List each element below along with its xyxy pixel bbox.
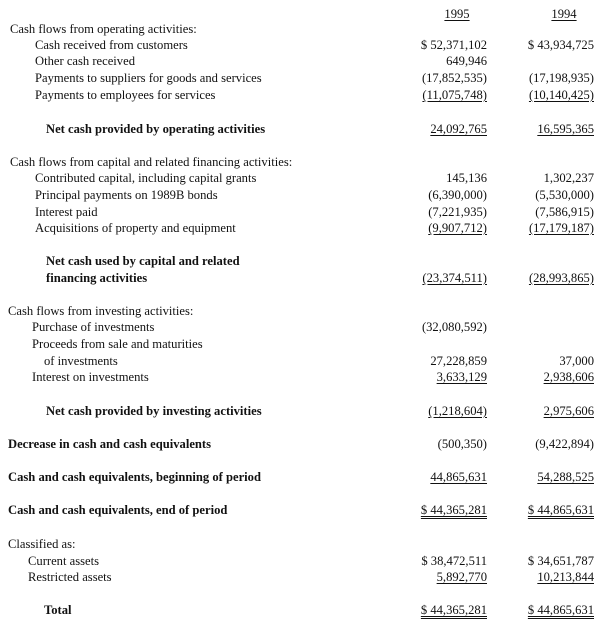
value-1995: (7,221,935) [428, 205, 487, 219]
row-label: Other cash received [35, 54, 135, 68]
decrease-label: Decrease in cash and cash equivalents [8, 437, 212, 451]
table-row [0, 70, 600, 87]
value-1995: 649,946 [446, 54, 487, 68]
row-label: Contributed capital, including capital grants [35, 171, 257, 185]
table-row [0, 569, 600, 586]
operating-net-row [0, 121, 600, 138]
row-label: Cash received from customers [35, 38, 188, 52]
header-1995: 1995 [444, 7, 470, 21]
value-1995: $ 52,371,102 [420, 38, 487, 52]
begin-row [0, 469, 600, 486]
investing-net-1995: (1,218,604) [428, 404, 487, 418]
operating-title: Cash flows from operating activities: [10, 22, 197, 36]
table-row [0, 553, 600, 570]
capital-net-label-1: Net cash used by capital and related [46, 254, 240, 268]
end-row [0, 502, 600, 519]
table-row [0, 319, 600, 336]
total-1995: $ 44,365,281 [420, 603, 487, 617]
value-1995: 145,136 [446, 171, 487, 185]
capital-title-row [0, 154, 600, 171]
row-label: Current assets [28, 554, 99, 568]
end-1994: $ 44,865,631 [527, 503, 594, 517]
table-row [0, 336, 600, 353]
value-1995: 27,228,859 [430, 354, 487, 368]
investing-net-label: Net cash provided by investing activities [46, 404, 262, 418]
total-row [0, 602, 600, 619]
value-1994: 37,000 [559, 354, 594, 368]
operating-net-1994: 16,595,365 [537, 122, 594, 136]
operating-title-row [0, 21, 600, 38]
decrease-row [0, 436, 600, 453]
decrease-1994: (9,422,894) [535, 437, 594, 451]
total-label: Total [44, 603, 72, 617]
row-label: Purchase of investments [32, 320, 155, 334]
value-1994: 1,302,237 [543, 171, 594, 185]
classified-title: Classified as: [8, 537, 76, 551]
row-label: Payments to suppliers for goods and services [35, 71, 262, 85]
capital-net-1995: (23,374,511) [422, 271, 487, 285]
investing-net-row [0, 403, 600, 420]
value-1994: 10,213,844 [537, 570, 594, 584]
table-row [0, 353, 600, 370]
value-1994: (7,586,915) [535, 205, 594, 219]
table-row [0, 53, 600, 70]
row-label: Interest paid [35, 205, 98, 219]
value-1994: (17,198,935) [528, 71, 594, 85]
value-1994: (10,140,425) [528, 88, 594, 102]
investing-title-row [0, 303, 600, 320]
row-label: Proceeds from sale and maturities [32, 337, 203, 351]
table-row [0, 204, 600, 221]
value-1995: 5,892,770 [436, 570, 487, 584]
table-row [0, 170, 600, 187]
table-row [0, 187, 600, 204]
value-1994: (5,530,000) [535, 188, 594, 202]
table-row [0, 87, 600, 104]
value-1995: (9,907,712) [428, 221, 487, 235]
capital-net-label-2: financing activities [46, 271, 148, 285]
row-label: Interest on investments [32, 370, 149, 384]
investing-title: Cash flows from investing activities: [8, 304, 194, 318]
capital-title: Cash flows from capital and related financing activities: [10, 155, 293, 169]
operating-net-1995: 24,092,765 [430, 122, 487, 136]
decrease-1995: (500,350) [437, 437, 487, 451]
header-1994: 1994 [551, 7, 577, 21]
row-label: Restricted assets [28, 570, 112, 584]
capital-net-row-1 [0, 253, 600, 270]
end-1995: $ 44,365,281 [420, 503, 487, 517]
value-1994: $ 34,651,787 [527, 554, 594, 568]
row-label: Payments to employees for services [35, 88, 216, 102]
operating-net-label: Net cash provided by operating activities [46, 122, 266, 136]
value-1994: $ 43,934,725 [527, 38, 594, 52]
value-1995: (32,080,592) [421, 320, 487, 334]
value-1994: (17,179,187) [528, 221, 594, 235]
row-label: Principal payments on 1989B bonds [35, 188, 218, 202]
value-1995: (17,852,535) [421, 71, 487, 85]
capital-net-row-2 [0, 270, 600, 287]
end-label: Cash and cash equivalents, end of period [8, 503, 228, 517]
investing-net-1994: 2,975,606 [543, 404, 594, 418]
value-1995: 3,633,129 [436, 370, 487, 384]
value-1995: $ 38,472,511 [421, 554, 487, 568]
capital-net-1994: (28,993,865) [528, 271, 594, 285]
begin-1995: 44,865,631 [430, 470, 487, 484]
total-1994: $ 44,865,631 [527, 603, 594, 617]
value-1995: (11,075,748) [422, 88, 487, 102]
table-row [0, 220, 600, 237]
row-label: Acquisitions of property and equipment [35, 221, 236, 235]
classified-title-row [0, 536, 600, 553]
begin-1994: 54,288,525 [537, 470, 594, 484]
table-row [0, 37, 600, 54]
value-1994: 2,938,606 [543, 370, 594, 384]
table-row [0, 369, 600, 386]
begin-label: Cash and cash equivalents, beginning of period [8, 470, 261, 484]
row-label: of investments [44, 354, 118, 368]
value-1995: (6,390,000) [428, 188, 487, 202]
